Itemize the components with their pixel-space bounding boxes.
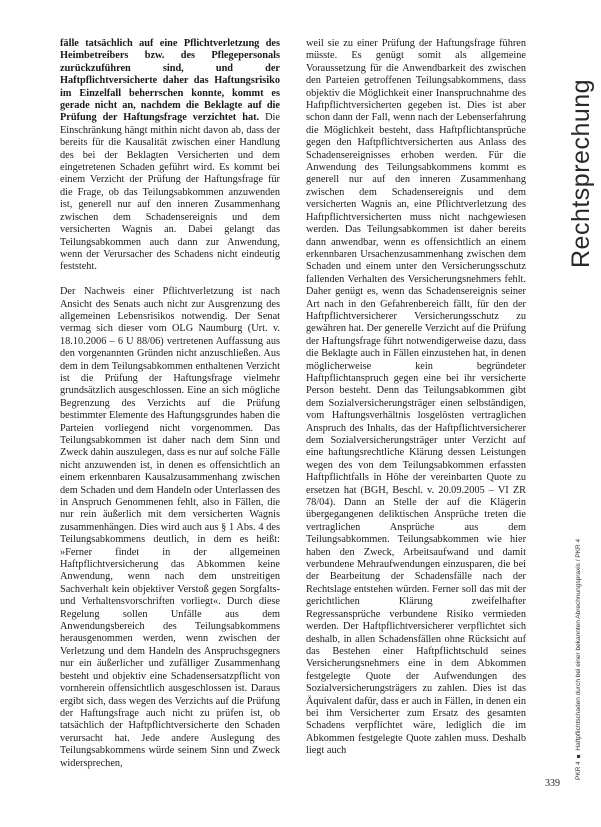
paragraph: Der Nachweis einer Pflichtverletzung ist nach Ansicht des Senats auch nicht zur Ausgrenzung des allgemeinen Lebensrisikos notwendig. Der Senat vermag sich dieser vom OLG Naumburg (Urt. v. 18.10.2006 – 6 U 88/06) vertretenen Auffassung aus den vorgenannten Gründen nicht anzuschließen. Aus dem in dem Teilungsabkommen enthaltenen Verzicht ist die Prüfung der Haftungsfrage vielmehr grundsätzlich ausgeschlossen. Eine an sich mögliche Begrenzung des Verzichts auf die Prüfung bestimmter Elemente des Haftungsgrundes haben die Parteien vorliegend nicht vorgenommen. Das Teilungsabkommen ist daher nach dem Sinn und Zweck dahin auszulegen, dass es nur auf solche Fälle nicht anzuwenden ist, in denen es offensichtlich an einem erkennbaren Kausalzusammenhang zwischen dem Schaden und dem Handeln oder Unterlassen des in Anspruch Genommenen fehlt, also in Fällen, die nur rein äußerlich mit dem versicherten Wagnis zusammenhängen. Dies wird auch aus § 1 Abs. 4 des Teilungsabkommens deutlich, in dem es heißt: »Ferner findet in der allgemeinen Haftpflichtversicherung das Abkommen keine Anwendung, wenn nach dem unstreitigen Sachverhalt kein objektiver Verstoß gegen Sorgfalts- und Verhaltensvorschriften vorliegt«. Durch diese Regelung sollen Unfälle aus dem Anwendungsbereich des Teilungsabkommens herausgenommen werden, wenn zwischen der Verletzung und dem Handeln des Anspruchsgegners nur ein äußerlicher und zufälliger Zusammenhang besteht und objektiv eine Schadensersatzpflicht von vornherein offensichtlich ausgeschlossen ist. Daraus ergibt sich, dass wegen des Verzichts auf die Prüfung der Haftungsfrage auch nicht zu prüfen ist, ob tatsächlich der Haftpflichtversicherte den Schaden verursacht hat. Jede andere Auslegung des Teilungsabkommens würde seinem Sinn und Zweck widersprechen, <box>60 286 280 769</box>
paragraph-text: Die Einschränkung hängt mithin nicht davon ab, dass der bereits für die Kausalität zwischen einer Handlung des bei der Beklagten Versicherten und dem eingetretenen Schaden geführt wird. Es kommt bei einem Verzicht der Prüfung der Haftungsfrage für die Frage, ob das Teilungsabkommen anzuwenden ist, generell nur auf den inneren Zusammenhang zwischen dem Schadensereignis und dem versicherten Wagnis an. Dabei gelangt das Teilungsabkommen auch dann zur Anwendung, wenn der Verursacher des Schadens nicht eindeutig feststeht. <box>60 112 280 273</box>
paragraph <box>60 38 280 274</box>
bold-lead-text: fälle tatsächlich auf eine Pflichtverletzung des Heimbetreibers bzw. des Pflegepersonals zurückzuführen sind, und der Haftpflichtversicherte daher das Haftungsrisiko im Einzelfall beherrschen konnte, kommt es gerade nicht an, nachdem die Beklagte auf die Prüfung der Haftungsfrage verzichtet hat. <box>60 38 280 124</box>
text-column-right <box>306 38 526 758</box>
text-column-left <box>60 38 280 770</box>
page-number: 339 <box>545 778 560 789</box>
vertical-footer-line: PKR 4 ■ Haftpflichtschaden durch bei einer bekannten Abrechnungspraxis / PKR 4 <box>575 538 582 780</box>
section-title-vertical: Rechtsprechung <box>567 78 595 268</box>
paragraph: weil sie zu einer Prüfung der Haftungsfrage führen müsste. Es genügt somit als allgemeine Voraussetzung für die Anwendbarkeit des zwischen den Parteien getroffenen Teilungsabkommens, dass objektiv die Möglichkeit einer Inanspruchnahme des Haftpflichtversicherten gegeben ist. Dies ist aber schon dann der Fall, wenn nach der Lebenserfahrung die Möglichkeit besteht, dass Haftpflichtansprüche gegen den Haftpflichtversicherten aus Anlass des Schadensereignisses erhoben werden. Für die Anwendung des Teilungsabkommens kommt es generell nur auf den inneren Zusammenhang zwischen dem Schadensereignis und dem versicherten Wagnis an, eine Pflichtverletzung des Haftpflichtversicherten muss nicht nachgewiesen werden. Das Teilungsabkommen ist daher bereits dann anwendbar, wenn es offensichtlich an einem erkennbaren Ursachenzusammenhang zwischen dem Schaden und einem unter den Versicherungsschutz fallenden Verhalten des Versicherungsnehmers fehlt. Daher genügt es, wenn das Schadensereignis seiner Art nach in den Gefahrenbereich fällt, für den der Haftpflichtversicherer Versicherungsschutz zu gewähren hat. Der generelle Verzicht auf die Prüfung der Haftungsfrage führt notwendigerweise dazu, dass die Beklagte auch in Fällen einzustehen hat, in denen möglicherweise kein begründeter Haftpflichtanspruch gegen eine bei ihr versicherte Person besteht. Denn das Teilungsabkommen gibt dem Sozialversicherungsträger einen selbständigen, vom Haftungsverhältnis losgelösten vertraglichen Anspruch des Inhalts, das der Haftpflichtversicherer dem Sozialversicherungsträger unter Verzicht auf eine haftungsrechtliche Klärung dessen Leistungen wegen des von dem Teilungsabkommen erfassten Haftpflichtfalls in Höhe der vereinbarten Quote zu ersetzen hat (BGH, Beschl. v. 20.09.2005 – VI ZR 78/04). Dann an Stelle der auf die Klägerin übergegangenen deliktischen Ansprüche treten die vertraglichen Ansprüche aus dem Teilungsabkommen. Teilungsabkommen wie hier haben den Zweck, Arbeitsaufwand und damit verbundene Mehraufwendungen einzusparen, die bei der Bearbeitung der Schadensfälle nach der Rechtslage entstehen würden. Ferner soll das mit der gerichtlichen Klärung zweifelhafter Regressansprüche verbundene Risiko vermieden werden. Der Haftpflichtversicherer verpflichtet sich deshalb, in allen Schadensfällen ohne Rücksicht auf das Bestehen einer Haftpflichtschuld seines Versicherungsnehmers eine in dem Abkommen festgelegte Quote der Aufwendungen des Sozialversicherungsträgers zu zahlen. Dies ist das Äquivalent dafür, dass er auch in Fällen, in denen ein bei ihm Versicherter zum Ersatz des gesamten Schadens verpflichtet wäre, lediglich die im Abkommen festgelegte Quote zahlen muss. Deshalb liegt auch <box>306 38 526 757</box>
